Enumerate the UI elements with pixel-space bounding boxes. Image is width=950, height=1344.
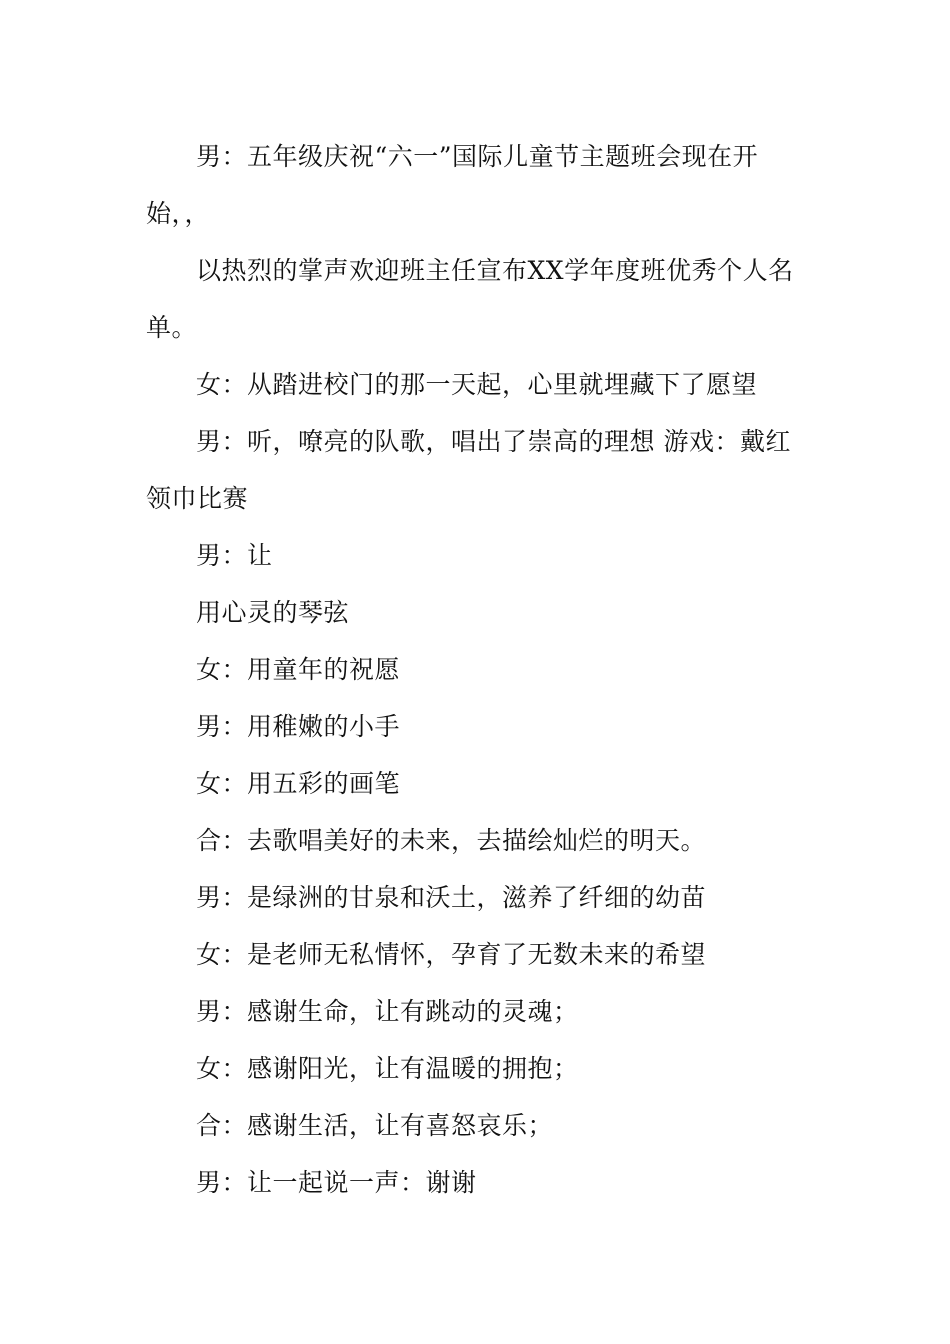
document-body (146, 128, 810, 1211)
paragraph-14: 女：感谢阳光，让有温暖的拥抱； (196, 1054, 579, 1083)
paragraph-10: 合：去歌唱美好的未来，去描绘灿烂的明天。 (196, 826, 707, 855)
paragraph-15: 合：感谢生活，让有喜怒哀乐； (196, 1111, 554, 1140)
paragraph-3: 女：从踏进校门的那一天起，心里就埋藏下了愿望 (196, 370, 758, 399)
paragraph-2: 以热烈的掌声欢迎班主任宣布XX学年度班优秀个人名单。 (146, 256, 794, 342)
paragraph-1: 男：五年级庆祝“六一”国际儿童节主题班会现在开始，， (146, 142, 759, 228)
paragraph-4: 男：听，嘹亮的队歌，唱出了崇高的理想 游戏：戴红领巾比赛 (146, 427, 791, 513)
paragraph-9: 女：用五彩的画笔 (196, 769, 401, 798)
paragraph-7: 女：用童年的祝愿 (196, 655, 401, 684)
paragraph-6: 用心灵的琴弦 (196, 598, 350, 627)
paragraph-16: 男：让一起说一声：谢谢 (196, 1168, 477, 1197)
paragraph-12: 女：是老师无私情怀，孕育了无数未来的希望 (196, 940, 707, 969)
paragraph-8: 男：用稚嫩的小手 (196, 712, 401, 741)
paragraph-13: 男：感谢生命，让有跳动的灵魂； (196, 997, 579, 1026)
paragraph-5: 男：让 (196, 541, 273, 570)
paragraph-11: 男：是绿洲的甘泉和沃土，滋养了纤细的幼苗 (196, 883, 707, 912)
